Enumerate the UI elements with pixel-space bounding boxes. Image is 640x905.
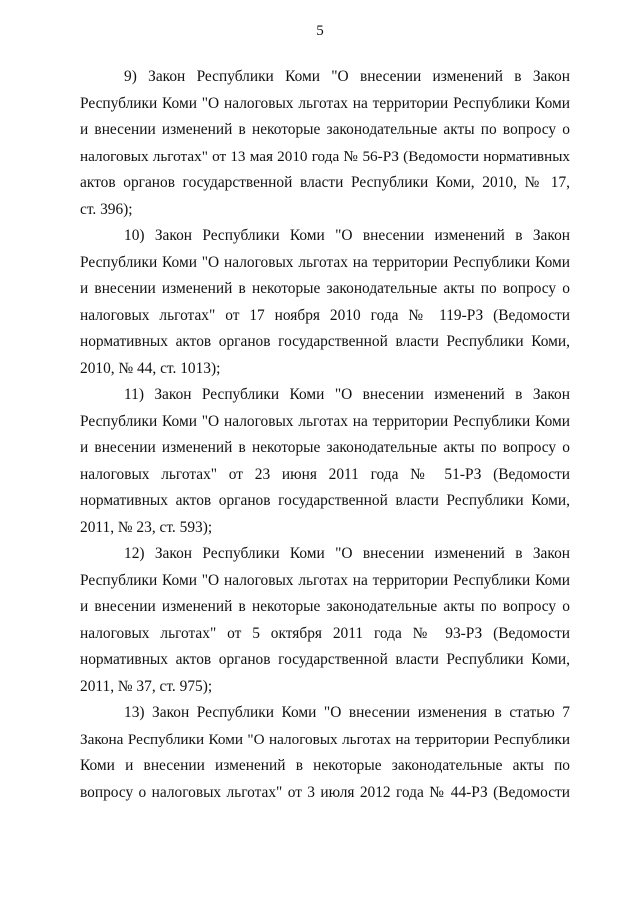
text-line: нормативных актов органов государственной власти Республики Коми,	[80, 651, 570, 668]
text-line: и внесении изменений в некоторые законодательные акты по вопросу о	[80, 280, 570, 297]
text-line: Республики Коми "О налоговых льготах на территории Республики Коми	[80, 571, 570, 589]
law-item-9	[80, 64, 570, 223]
text-line: нормативных актов органов государственной власти Республики Коми,	[80, 333, 570, 350]
text-line: налоговых льготах" от 5 октября 2011 года № 93-РЗ (Ведомости	[80, 624, 570, 642]
text-line: и внесении изменений в некоторые законодательные акты по вопросу о	[80, 439, 570, 456]
page-number: 5	[316, 23, 324, 39]
text-line: вопросу о налоговых льготах" от 3 июля 2012 года № 44-РЗ (Ведомости	[80, 783, 570, 801]
text-line: ст. 396);	[80, 200, 133, 218]
text-line: 2010, № 44, ст. 1013);	[80, 359, 221, 377]
text-line: 2011, № 23, ст. 593);	[80, 518, 213, 536]
text-line: 13) Закон Республики Коми "О внесении изменения в статью 7	[124, 704, 570, 721]
text-line: и внесении изменений в некоторые законодательные акты по вопросу о	[80, 121, 570, 138]
text-line: налоговых льготах" от 23 июня 2011 года № 51-РЗ (Ведомости	[80, 465, 570, 483]
text-line: Коми и внесении изменений в некоторые законодательные акты по	[80, 757, 570, 774]
text-line: и внесении изменений в некоторые законодательные акты по вопросу о	[80, 598, 570, 615]
text-line: Закона Республики Коми "О налоговых льготах на территории Республики	[80, 730, 570, 748]
text-line: 2011, № 37, ст. 975);	[80, 677, 213, 695]
text-line: налоговых льготах" от 13 мая 2010 года № 56-РЗ (Ведомости нормативных	[80, 147, 570, 165]
text-line: 9) Закон Республики Коми "О внесении изменений в Закон	[124, 68, 570, 85]
law-item-11	[80, 382, 570, 541]
law-item-10	[80, 223, 570, 382]
law-item-12	[80, 541, 570, 700]
text-line: Республики Коми "О налоговых льготах на территории Республики Коми	[80, 412, 570, 430]
document-body	[80, 64, 570, 806]
text-line: Республики Коми "О налоговых льготах на территории Республики Коми	[80, 253, 570, 271]
law-item-13	[80, 700, 570, 806]
text-line: 10) Закон Республики Коми "О внесении изменений в Закон	[124, 227, 570, 244]
text-line: налоговых льготах" от 17 ноября 2010 года № 119-РЗ (Ведомости	[80, 306, 570, 324]
text-line: 11) Закон Республики Коми "О внесении изменений в Закон	[124, 386, 570, 403]
text-line: актов органов государственной власти Республики Коми, 2010, № 17,	[80, 174, 570, 191]
text-line: 12) Закон Республики Коми "О внесении изменений в Закон	[124, 545, 570, 562]
text-line: нормативных актов органов государственной власти Республики Коми,	[80, 492, 570, 509]
text-line: Республики Коми "О налоговых льготах на территории Республики Коми	[80, 94, 570, 112]
